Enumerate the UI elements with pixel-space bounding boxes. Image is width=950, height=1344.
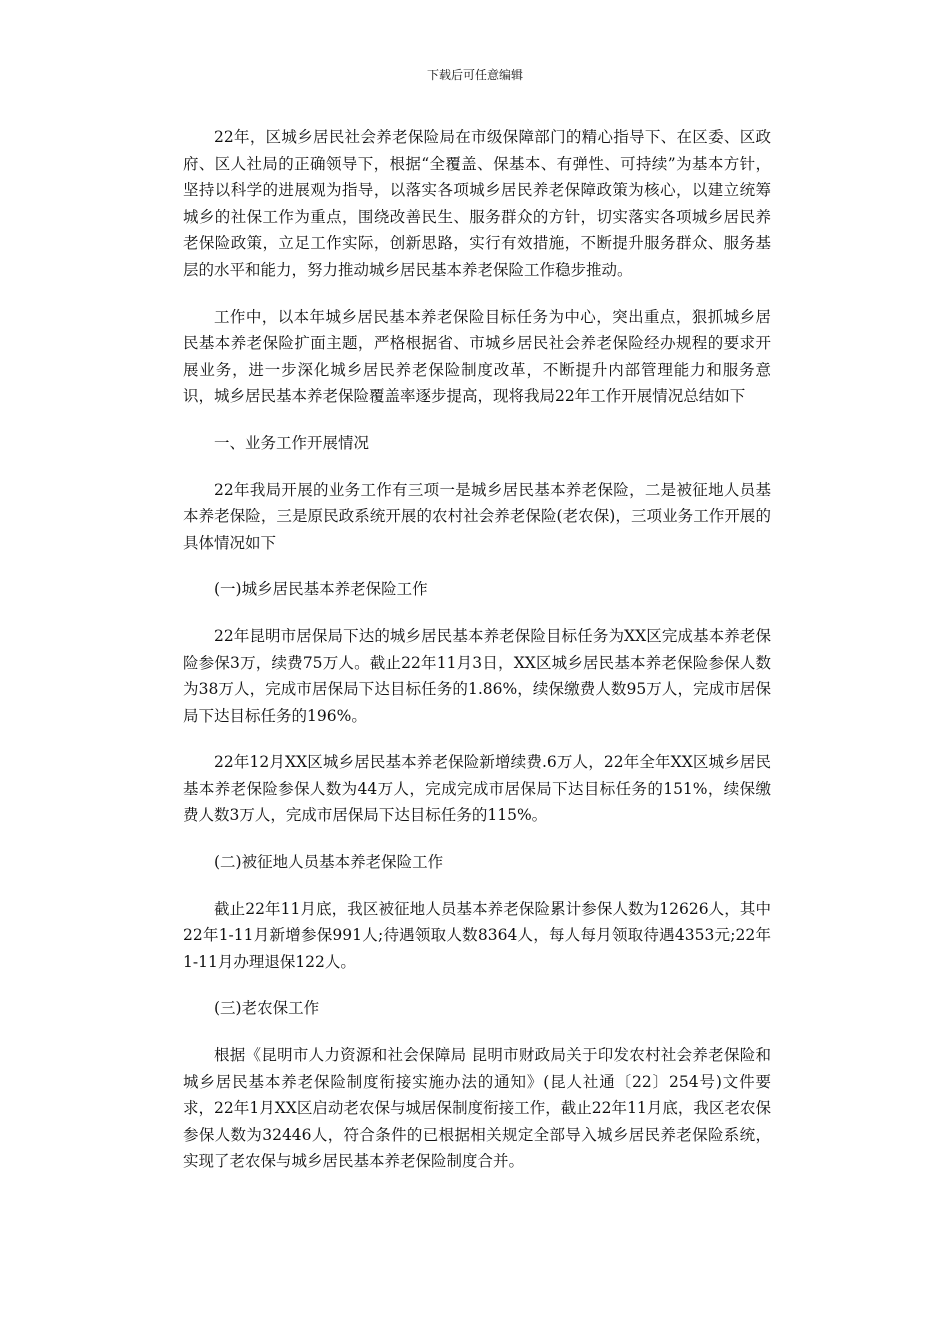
paragraph-urban-rural-1: 22年昆明市居保局下达的城乡居民基本养老保险目标任务为XX区完成基本养老保险参保3万，续费75万人。截止22年11月3日，XX区城乡居民基本养老保险参保人数为38万人，完成市居保局下达目标任务的1.86%，续保缴费人数95万人，完成市居保局下达目标任务的196%。 — [183, 626, 771, 725]
paragraph-business-summary: 22年我局开展的业务工作有三项一是城乡居民基本养老保险，二是被征地人员基本养老保险，三是原民政系统开展的农村社会养老保险(老农保)，三项业务工作开展的具体情况如下 — [183, 480, 771, 552]
paragraph-urban-rural-2: 22年12月XX区城乡居民基本养老保险新增续费.6万人，22年全年XX区城乡居民基本养老保险参保人数为44万人，完成完成市居保局下达目标任务的151%，续保缴费人数3万人，完成市居保局下达目标任务的115%。 — [183, 753, 771, 825]
subsection-heading-3: (三)老农保工作 — [214, 999, 320, 1018]
subsection-heading-2: (二)被征地人员基本养老保险工作 — [214, 853, 444, 872]
subsection-heading-1: (一)城乡居民基本养老保险工作 — [214, 580, 428, 599]
page-header: 下载后可任意编辑 — [426, 68, 523, 82]
paragraph-land-acquired: 截止22年11月底，我区被征地人员基本养老保险累计参保人数为12626人，其中22年1-11月新增参保991人;待遇领取人数8364人，每人每月领取待遇4353元;22年1-11月办理退保122人。 — [183, 899, 771, 971]
paragraph-intro: 22年，区城乡居民社会养老保险局在市级保障部门的精心指导下、在区委、区政府、区人社局的正确领导下，根据“全覆盖、保基本、有弹性、可持续”为基本方针，坚持以科学的进展观为指导，以落实各项城乡居民养老保障政策为核心，以建立统筹城乡的社保工作为重点，围绕改善民生、服务群众的方针，切实落实各项城乡居民养老保险政策，立足工作实际，创新思路，实行有效措施，不断提升服务群众、服务基层的水平和能力，努力推动城乡居民基本养老保险工作稳步推动。 — [183, 128, 771, 279]
paragraph-overview: 工作中，以本年城乡居民基本养老保险目标任务为中心，突出重点，狠抓城乡居民基本养老保险扩面主题，严格根据省、市城乡居民社会养老保险经办规程的要求开展业务，进一步深化城乡居民养老保险制度改革，不断提升内部管理能力和服务意识，城乡居民基本养老保险覆盖率逐步提高，现将我局22年工作开展情况总结如下 — [183, 307, 771, 406]
section-heading-1: 一、业务工作开展情况 — [214, 433, 370, 452]
document-body — [183, 124, 771, 1175]
paragraph-old-rural-insurance: 根据《昆明市人力资源和社会保障局 昆明市财政局关于印发农村社会养老保险和城乡居民基本养老保险制度衔接实施办法的通知》(昆人社通〔22〕254号)文件要求，22年1月XX区启动老农保与城居保制度衔接工作，截止22年11月底，我区老农保参保人数为32446人，符合条件的已根据相关规定全部导入城乡居民养老保险系统，实现了老农保与城乡居民基本养老保险制度合并。 — [183, 1046, 771, 1171]
